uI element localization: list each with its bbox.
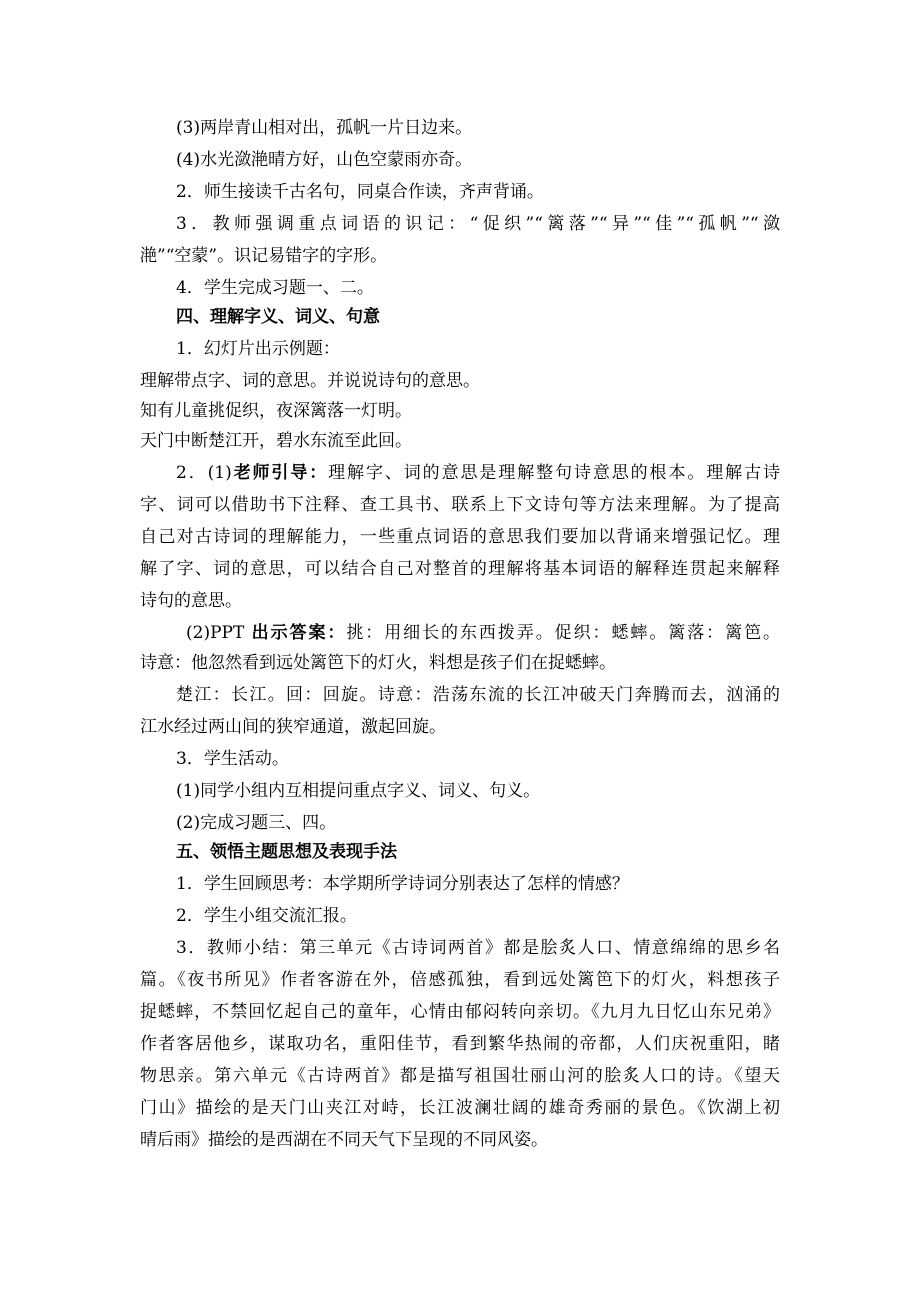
section-heading-4: 四、理解字义、词义、句意	[176, 307, 380, 327]
paragraph-exercise: 4．学生完成习题一、二。	[176, 278, 374, 298]
paragraph-guide-line-2: 字、词可以借助书下注释、查工具书、联系上下文诗句等方法来理解。为了提高	[140, 495, 780, 515]
paragraph-report: 2．学生小组交流汇报。	[176, 906, 357, 926]
guide-prefix: 2．(1)	[176, 463, 232, 483]
poem-example-1: 知有儿童挑促织，夜深篱落一灯明。	[140, 401, 412, 421]
paragraph-summary-line-6: 门山》描绘的是天门山夹江对峙，长江波澜壮阔的雄奇秀丽的景色。《饮湖上初	[140, 1098, 780, 1118]
poem-line-4: (4)水光潋滟晴方好，山色空蒙雨亦奇。	[176, 150, 473, 170]
paragraph-task: 理解带点字、词的意思。并说说诗句的意思。	[140, 371, 480, 391]
paragraph-activity-1: (1)同学小组内互相提问重点字义、词义、句义。	[176, 781, 541, 801]
answer-text: 挑：用细长的东西拨弄。促织：蟋蟀。篱落：篱笆。	[346, 623, 781, 643]
paragraph-guide-line-1	[176, 458, 780, 488]
guide-label: 老师引导：	[231, 463, 329, 483]
paragraph-recite: 2．师生接读千古名句，同桌合作读，齐声背诵。	[176, 182, 544, 202]
paragraph-summary-line-5: 物思亲。第六单元《古诗两首》都是描写祖国壮丽山河的脍炙人口的诗。《望天	[140, 1066, 780, 1086]
paragraph-activity: 3．学生活动。	[176, 749, 289, 769]
paragraph-guide-line-3: 自己对古诗词的理解能力，一些重点词语的意思我们要加以背诵来增强记忆。理	[140, 527, 780, 547]
paragraph-vocab-line-1: 3．教师强调重点词语的识记：“促织”“篱落”“异”“佳”“孤帆”“潋	[176, 214, 780, 234]
paragraph-vocab-line-2: 滟”“空蒙”。识记易错字的字形。	[140, 246, 388, 266]
paragraph-activity-2: (2)完成习题三、四。	[176, 813, 337, 833]
paragraph-summary-line-7: 晴后雨》描绘的是西湖在不同天气下呈现的不同风姿。	[140, 1130, 548, 1150]
poem-example-2: 天门中断楚江开，碧水东流至此回。	[140, 431, 412, 451]
answer-label: 出示答案：	[251, 623, 347, 643]
guide-text: 理解字、词的意思是理解整句诗意思的根本。理解古诗	[328, 463, 780, 483]
paragraph-guide-line-5: 诗句的意思。	[140, 591, 242, 611]
poem-line-3: (3)两岸青山相对出，孤帆一片日边来。	[176, 118, 473, 138]
paragraph-summary-line-1: 3．教师小结：第三单元《古诗词两首》都是脍炙人口、情意绵绵的思乡名	[176, 938, 780, 958]
answer-prefix: (2)PPT	[186, 623, 252, 643]
paragraph-guide-line-4: 解了字、词的意思，可以结合自己对整首的理解将基本词语的解释连贯起来解释	[140, 559, 780, 579]
paragraph-summary-line-2: 篇。《夜书所见》作者客游在外，倍感孤独，看到远处篱笆下的灯火，料想孩子	[140, 970, 780, 990]
paragraph-chujiang-line-2: 江水经过两山间的狭窄通道，激起回旋。	[140, 717, 446, 737]
section-heading-5: 五、领悟主题思想及表现手法	[176, 842, 397, 862]
paragraph-answer-line-1	[186, 618, 780, 648]
paragraph-summary-line-3: 捉蟋蟀，不禁回忆起自己的童年，心情由郁闷转向亲切。《九月九日忆山东兄弟》	[140, 1002, 780, 1022]
paragraph-summary-line-4: 作者客居他乡，谋取功名，重阳佳节，看到繁华热闹的帝都，人们庆祝重阳，睹	[140, 1034, 780, 1054]
paragraph-review: 1．学生回顾思考：本学期所学诗词分别表达了怎样的情感？	[176, 874, 629, 894]
paragraph-slide: 1．幻灯片出示例题：	[176, 339, 340, 359]
paragraph-chujiang-line-1: 楚江：长江。回：回旋。诗意：浩荡东流的长江冲破天门奔腾而去，汹涌的	[176, 685, 780, 705]
paragraph-answer-line-2: 诗意：他忽然看到远处篱笆下的灯火，料想是孩子们在捉蟋蟀。	[140, 653, 616, 673]
